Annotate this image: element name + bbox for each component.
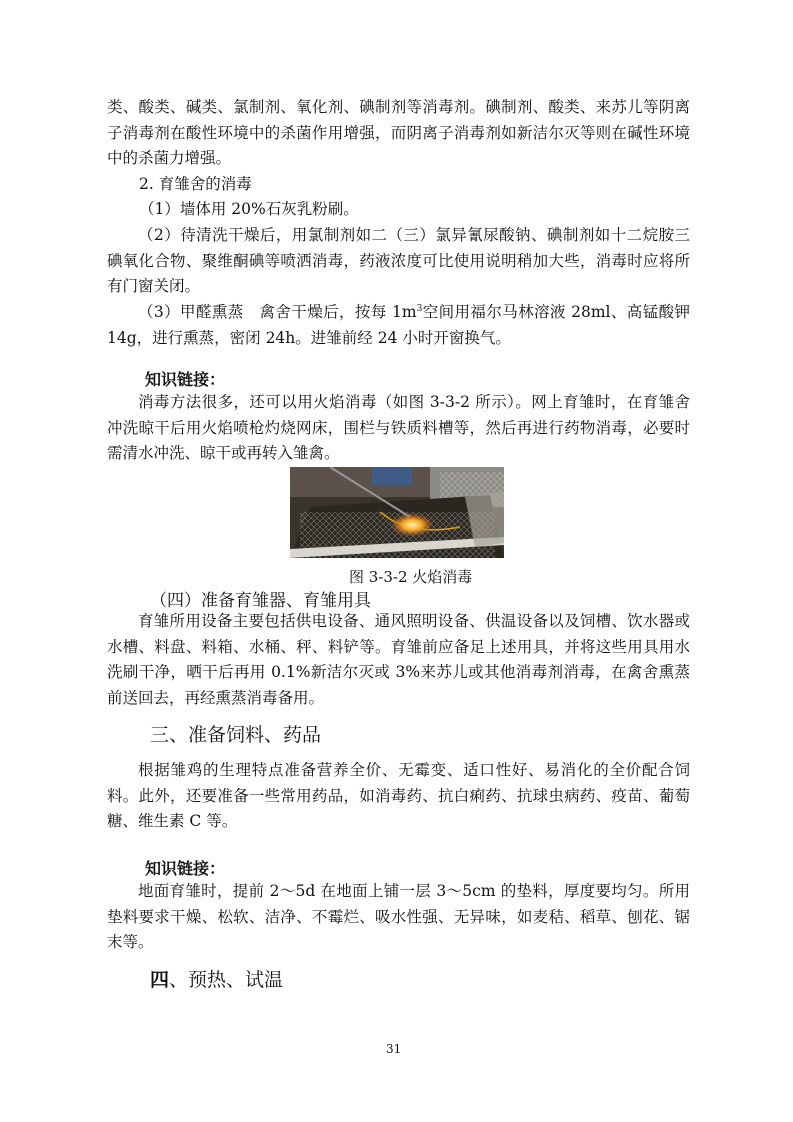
flame-disinfection-photo [290,467,504,558]
page-number: 31 [386,1042,402,1056]
list-item-3 [107,300,690,351]
list-item-2: （2）待清洗干燥后，用氯制剂如二（三）氯异氰尿酸钠、碘制剂如十二烷胺三碘氧化合物、聚维酮碘等喷洒消毒，药液浓度可比使用说明稍加大些，消毒时应将所有门窗关闭。 [107,226,690,296]
paragraph-litter: 地面育雏时，提前 2～5d 在地面上铺一层 3～5cm 的垫料，厚度要均匀。所用垫料要求干燥、松软、洁净、不霉烂、吸水性强、无异味，如麦秸、稻草、刨花、锯末等。 [107,882,690,952]
list-item-1: （1）墙体用 20%石灰乳粉刷。 [139,200,359,218]
item3-superscript: 3 [416,304,423,314]
paragraph-disinfectant-types: 类、酸类、碱类、氯制剂、氧化剂、碘制剂等消毒剂。碘制剂、酸类、来苏儿等阴离子消毒剂在酸性环境中的杀菌作用增强，而阴离子消毒剂如新洁尔灭等则在碱性环境中的杀菌力增强。 [107,98,690,168]
item3-text-start: （3）甲醛熏蒸 禽舍干燥后，按每 1m [138,303,417,321]
section-heading-preheating [150,965,283,992]
paragraph-equipment: 育雏所用设备主要包括供电设备、通风照明设备、供温设备以及饲槽、饮水器或水槽、料盘、料箱、水桶、秤、料铲等。育雏前应备足上述用具，并将这些用具用水洗刷干净，晒干后再用 0.1%新洁尔灭或 3%来苏儿或其他消毒剂消毒，在禽舍熏蒸前送回去，再经熏蒸消毒备用。 [107,612,690,707]
section-title: 、预热、试温 [169,969,284,991]
item3-text-end: 空间用福尔马林溶液 28ml、高锰酸钾 14g，进行熏蒸，密闭 24h。进雏前经 24 小时开窗换气。 [107,303,690,347]
knowledge-link-heading: 知识链接： [145,370,226,389]
knowledge-link-heading-2: 知识链接： [145,859,226,878]
section-heading-feed-and-medicine: 三、准备饲料、药品 [150,724,322,746]
subheading-brooding-equipment: （四）准备育雏器、育雏用具 [150,591,371,611]
section-number: 四 [150,969,170,991]
paragraph-flame-disinfection: 消毒方法很多，还可以用火焰消毒（如图 3-3-2 所示）。网上育雏时，在育雏舍冲洗晾干后用火焰喷枪灼烧网床，围栏与铁质料槽等，然后再进行药物消毒，必要时需清水冲洗、晾干或再转入雏禽。 [107,393,690,463]
paragraph-feed: 根据雏鸡的生理特点准备营养全价、无霉变、适口性好、易消化的全价配合饲料。此外，还要准备一些常用药品，如消毒药、抗白痢药、抗球虫病药、疫苗、葡萄糖、维生素 C 等。 [107,761,690,831]
figure-caption: 图 3-3-2 火焰消毒 [349,568,473,586]
section-title-brooder-house-disinfection: 2. 育雏舍的消毒 [139,175,252,193]
